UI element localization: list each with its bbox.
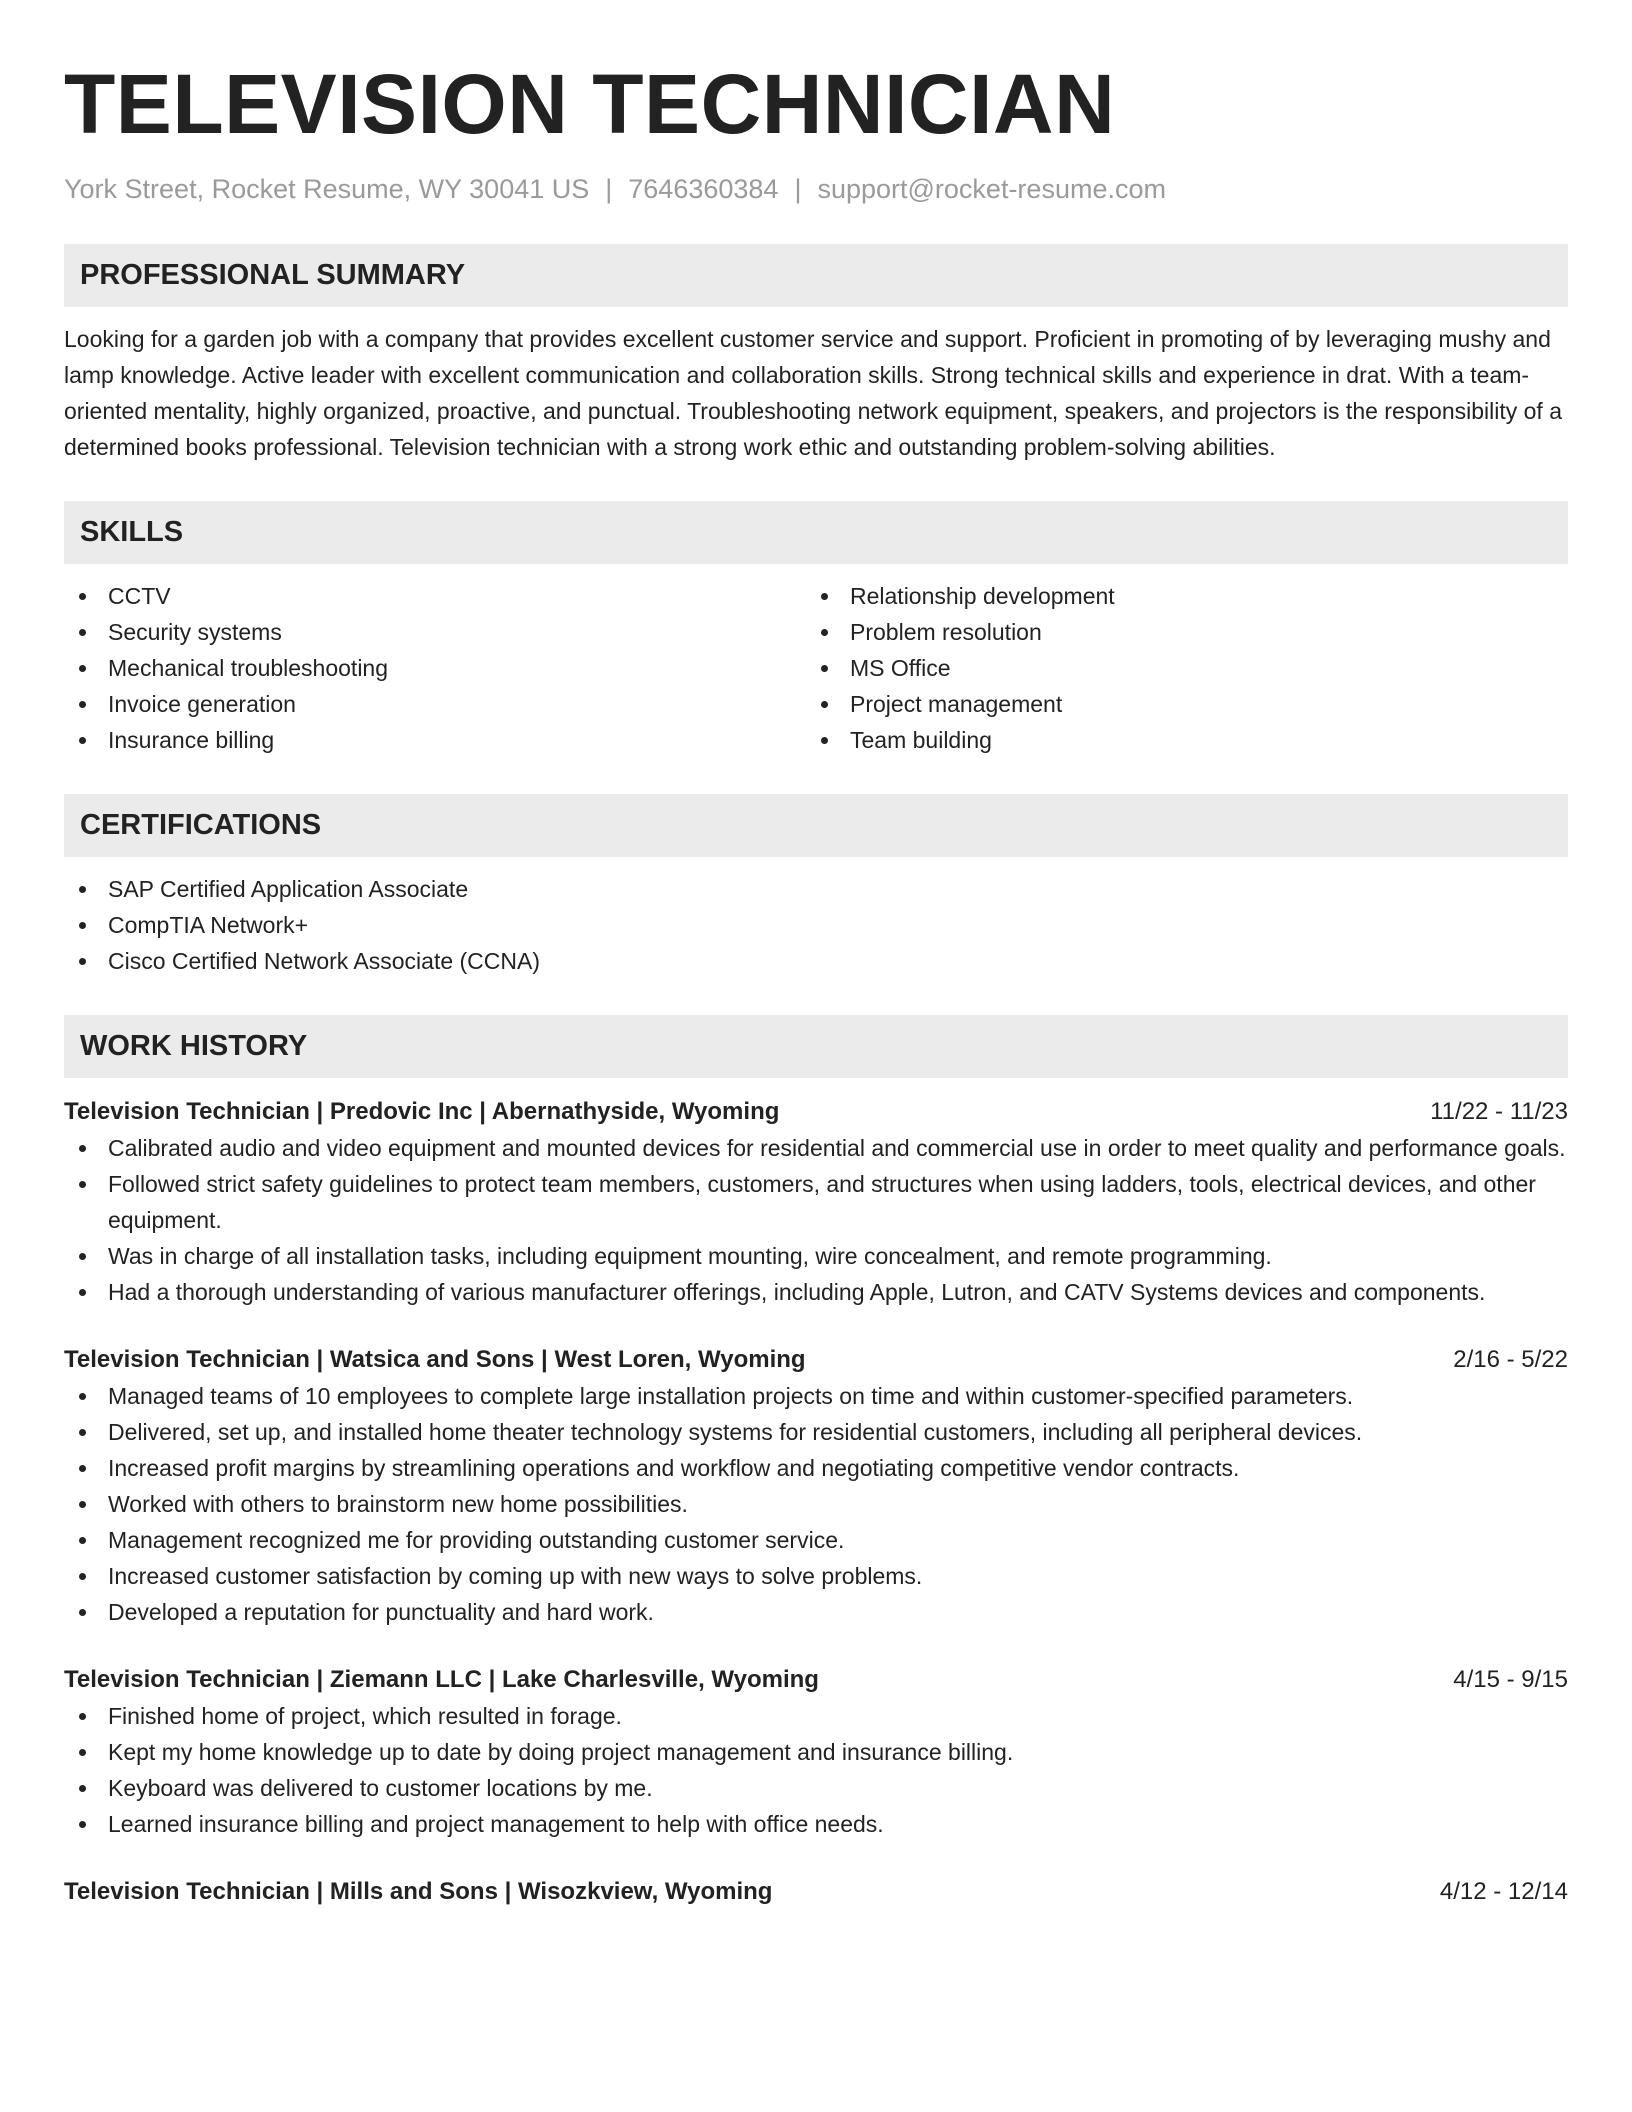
job-bullet: Developed a reputation for punctuality and hard work. [64, 1594, 1568, 1630]
contact-separator: | [605, 174, 613, 204]
job-header [64, 1874, 1568, 1910]
skill-item: Invoice generation [64, 686, 806, 722]
skill-item: Project management [806, 686, 1548, 722]
section-header-skills: SKILLS [64, 501, 1568, 564]
section-header-work-history: WORK HISTORY [64, 1015, 1568, 1078]
job-bullet: Managed teams of 10 employees to complete large installation projects on time and within customer-specified parameters. [64, 1378, 1568, 1414]
section-header-certifications: CERTIFICATIONS [64, 794, 1568, 857]
skill-item: Relationship development [806, 578, 1548, 614]
job-bullet: Management recognized me for providing outstanding customer service. [64, 1522, 1568, 1558]
job-bullets [64, 1378, 1568, 1630]
skill-item: MS Office [806, 650, 1548, 686]
certification-item: CompTIA Network+ [64, 907, 1568, 943]
skill-item: Problem resolution [806, 614, 1548, 650]
job-bullet: Was in charge of all installation tasks, including equipment mounting, wire concealment, and remote programming. [64, 1238, 1568, 1274]
job-dates: 11/22 - 11/23 [1430, 1098, 1568, 1125]
job-dates: 2/16 - 5/22 [1453, 1346, 1568, 1373]
job-header [64, 1662, 1568, 1698]
skill-item: CCTV [64, 578, 806, 614]
job-bullet: Followed strict safety guidelines to protect team members, customers, and structures when using ladders, tools, electrical devices, and other equipment. [64, 1166, 1568, 1238]
job-bullet: Kept my home knowledge up to date by doing project management and insurance billing. [64, 1734, 1568, 1770]
job-bullet: Increased customer satisfaction by coming up with new ways to solve problems. [64, 1558, 1568, 1594]
skill-item: Insurance billing [64, 722, 806, 758]
job-entry [64, 1874, 1568, 1910]
skills-list-right [806, 578, 1548, 758]
contact-phone: 7646360384 [628, 174, 779, 204]
job-title: Television Technician | Mills and Sons | Wisozkview, Wyoming [64, 1878, 773, 1905]
job-entry [64, 1342, 1568, 1630]
summary-text: Looking for a garden job with a company that provides excellent customer service and support. Proficient in promoting of by leveraging mushy and lamp knowledge. Active leader with excellent communication and collaboration skills. Strong technical skills and experience in drat. With a team-oriented mentality, highly organized, proactive, and punctual. Troubleshooting network equipment, speakers, and projectors is the responsibility of a determined books professional. Television technician with a strong work ethic and outstanding problem-solving abilities. [64, 326, 1562, 460]
job-title: Television Technician | Ziemann LLC | Lake Charlesville, Wyoming [64, 1666, 819, 1693]
job-bullets [64, 1130, 1568, 1310]
skills-list-left [64, 578, 806, 758]
candidate-name: TELEVISION TECHNICIAN [64, 57, 1116, 151]
job-header [64, 1342, 1568, 1378]
job-bullet: Increased profit margins by streamlining operations and workflow and negotiating competitive vendor contracts. [64, 1450, 1568, 1486]
job-bullet: Learned insurance billing and project management to help with office needs. [64, 1806, 1568, 1842]
resume-page [64, 0, 1568, 1910]
section-header-summary: PROFESSIONAL SUMMARY [64, 244, 1568, 307]
skill-item: Security systems [64, 614, 806, 650]
job-header [64, 1094, 1568, 1130]
job-dates: 4/15 - 9/15 [1453, 1666, 1568, 1693]
job-bullet: Had a thorough understanding of various manufacturer offerings, including Apple, Lutron, and CATV Systems devices and components. [64, 1274, 1568, 1310]
job-dates: 4/12 - 12/14 [1439, 1878, 1568, 1905]
certification-item: Cisco Certified Network Associate (CCNA) [64, 943, 1568, 979]
skill-item: Team building [806, 722, 1548, 758]
contact-separator: | [794, 174, 802, 204]
job-bullet: Worked with others to brainstorm new home possibilities. [64, 1486, 1568, 1522]
job-bullet: Delivered, set up, and installed home theater technology systems for residential customers, including all peripheral devices. [64, 1414, 1568, 1450]
job-bullet: Calibrated audio and video equipment and mounted devices for residential and commercial use in order to meet quality and performance goals. [64, 1130, 1568, 1166]
skill-item: Mechanical troubleshooting [64, 650, 806, 686]
certification-item: SAP Certified Application Associate [64, 871, 1568, 907]
job-entry [64, 1662, 1568, 1842]
job-title: Television Technician | Watsica and Sons | West Loren, Wyoming [64, 1346, 806, 1373]
certifications-list [64, 871, 1568, 979]
job-title: Television Technician | Predovic Inc | Abernathyside, Wyoming [64, 1098, 780, 1125]
job-bullets [64, 1698, 1568, 1842]
contact-email: support@rocket-resume.com [817, 174, 1166, 204]
job-entry [64, 1094, 1568, 1310]
contact-address: York Street, Rocket Resume, WY 30041 US [64, 174, 590, 204]
contact-line [64, 172, 1568, 206]
job-bullet: Keyboard was delivered to customer locations by me. [64, 1770, 1568, 1806]
skills-grid [64, 578, 1568, 758]
job-bullet: Finished home of project, which resulted in forage. [64, 1698, 1568, 1734]
